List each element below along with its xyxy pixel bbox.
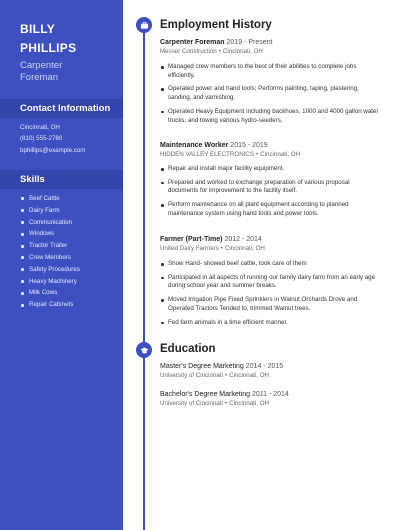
last-name: PHILLIPS [20, 41, 77, 55]
bullet-dot [161, 322, 164, 325]
job-bullet [160, 179, 380, 196]
bullet-text: Repair and install major facility equipment. [168, 165, 285, 172]
contact-heading: Contact Information [0, 99, 123, 118]
contact-phone: (810) 555-2780 [20, 135, 63, 142]
timeline-line [143, 26, 145, 530]
skill-item [20, 287, 80, 299]
sidebar [0, 0, 123, 530]
bullet-dot [161, 277, 164, 280]
job-bullet [160, 165, 380, 174]
degree-dates: 2011 - 2014 [252, 391, 289, 398]
education-heading: Education [160, 343, 216, 355]
job-location: Cincinnati, OH [222, 48, 263, 55]
job-role: Farmer (Part-Time) [160, 236, 223, 243]
job-entry [160, 38, 380, 130]
job-bullets [160, 63, 380, 125]
school-name: University of Cincinnati [160, 400, 223, 407]
degree-dates: 2014 - 2015 [245, 363, 284, 370]
education-entry [160, 390, 380, 408]
bullet-dot [21, 197, 24, 200]
school-location: Cincinnati, OH [229, 372, 269, 379]
separator-dot: • [220, 245, 223, 252]
job-bullets [160, 165, 380, 219]
bullet-dot [21, 280, 24, 283]
job-bullet [160, 260, 380, 269]
bullet-text: Moved Irrigation Pipe Fixed Sprinklers in Walnut Orchards Drove and Operated Tractors Tended to, trimmed Walnut trees. [168, 296, 358, 312]
skill-label: Tractor Trailer [29, 242, 68, 250]
job-dates: 2012 - 2014 [224, 236, 262, 243]
job-company: HIDDEN VALLEY ELECTRONICS [160, 151, 254, 158]
job-meta [160, 47, 380, 56]
job-bullet [160, 319, 380, 328]
school-name: University of Cincinnati [160, 372, 223, 379]
bullet-dot [161, 263, 164, 266]
bullet-text: Perform maintenance on all plant equipment according to planned maintenance system using hand tools and power tools. [168, 201, 349, 217]
bullet-text: Operated Heavy Equipment including backhoes, 1000 and 4000 gallon water trucks, and towing various hydro-seeders. [168, 107, 379, 124]
skill-item [20, 193, 80, 205]
bullet-dot [161, 168, 164, 171]
job-title-line [160, 235, 380, 244]
job-bullet [160, 201, 380, 218]
contact-city: Cincinnati, OH [20, 124, 60, 131]
job-role: Carpenter Foreman [160, 39, 225, 46]
skill-item [20, 228, 80, 240]
candidate-title [20, 60, 62, 84]
job-company: United Dairy Farmers [160, 245, 219, 252]
bullet-text: Participated in all aspects of running our family dairy farm from an early age during school year and summer breaks. [168, 273, 376, 290]
bullet-dot [21, 221, 24, 224]
job-location: Cincinnati, OH [260, 151, 301, 158]
bullet-dot [21, 256, 24, 259]
skill-item [20, 217, 80, 229]
separator-dot: • [224, 400, 228, 407]
skill-label: Crew Members [29, 253, 71, 261]
bullet-dot [21, 233, 24, 236]
employment-heading: Employment History [160, 19, 272, 31]
skill-item [20, 205, 80, 217]
skill-item [20, 276, 80, 288]
bullet-text: Operated power and hand tools; Performs painting, taping, plastering, sanding, and varnishing. [168, 85, 359, 102]
job-bullets [160, 260, 380, 327]
skill-item [20, 299, 80, 311]
skill-label: Milk Cows [29, 289, 58, 297]
graduation-cap-icon [136, 342, 152, 358]
job-role: Maintenance Worker [160, 142, 229, 149]
bullet-dot [161, 88, 164, 91]
job-bullet [160, 296, 380, 313]
skills-list [20, 193, 80, 311]
job-bullet [160, 108, 380, 125]
education-entry [160, 362, 380, 380]
bullet-dot [161, 299, 164, 302]
skill-item [20, 240, 80, 252]
skill-item [20, 252, 80, 264]
job-dates: 2019 - Present [226, 39, 273, 46]
title-line-2: Foreman [20, 72, 59, 83]
school-location: Cincinnati, OH [229, 400, 269, 407]
degree-name: Master's Degree Marketing [160, 363, 244, 370]
bullet-text: Managed crew members to the best of their abilities to complete jobs efficiently. [168, 63, 357, 79]
skill-label: Windows [29, 230, 55, 238]
bullet-dot [161, 111, 164, 114]
skill-label: Heavy Machinery [29, 277, 77, 285]
bullet-dot [161, 66, 164, 69]
skill-label: Beef Cattle [29, 195, 60, 202]
separator-dot: • [218, 48, 221, 55]
bullet-dot [161, 204, 164, 207]
bullet-dot [21, 245, 24, 248]
job-company: Messer Construction [160, 48, 217, 55]
bullet-dot [21, 209, 24, 212]
degree-line [160, 362, 380, 371]
job-entry [160, 141, 380, 224]
job-entry [160, 235, 380, 332]
separator-dot: • [255, 151, 259, 158]
bullet-dot [21, 292, 24, 295]
job-meta [160, 244, 380, 253]
degree-name: Bachelor's Degree Marketing [160, 391, 251, 398]
job-bullet [160, 274, 380, 291]
job-bullet [160, 85, 380, 102]
school-meta [160, 371, 380, 380]
skill-label: Repair Cabinets [29, 301, 74, 309]
skill-label: Dairy Farm [29, 206, 60, 214]
first-name: BILLY [20, 22, 56, 36]
separator-dot: • [224, 372, 228, 379]
title-line-1: Carpenter [20, 60, 63, 71]
skill-label: Safety Procedures [29, 265, 80, 273]
degree-line [160, 390, 380, 399]
bullet-dot [161, 182, 164, 185]
candidate-name [20, 20, 76, 58]
bullet-text: Show Hand- showed beef cattle, took care of them [168, 260, 307, 267]
job-meta [160, 150, 380, 159]
bullet-text: Fed farm animals in a time efficient manner. [168, 318, 288, 326]
skill-label: Communication [29, 218, 72, 226]
job-title-line [160, 141, 380, 150]
skills-heading: Skills [0, 170, 123, 189]
bullet-dot [21, 304, 24, 307]
briefcase-icon [136, 17, 152, 33]
contact-email: bphillips@example.com [20, 147, 86, 154]
job-bullet [160, 63, 380, 80]
job-title-line [160, 38, 380, 47]
school-meta [160, 399, 380, 408]
skill-item [20, 264, 80, 276]
job-dates: 2015 - 2019 [230, 142, 268, 149]
bullet-dot [21, 268, 24, 271]
job-location: Cincinnati, OH [224, 245, 265, 252]
bullet-text: Prepared and worked to exchange preparation of various proposal documents for improvement to the facility itself. [168, 178, 350, 195]
